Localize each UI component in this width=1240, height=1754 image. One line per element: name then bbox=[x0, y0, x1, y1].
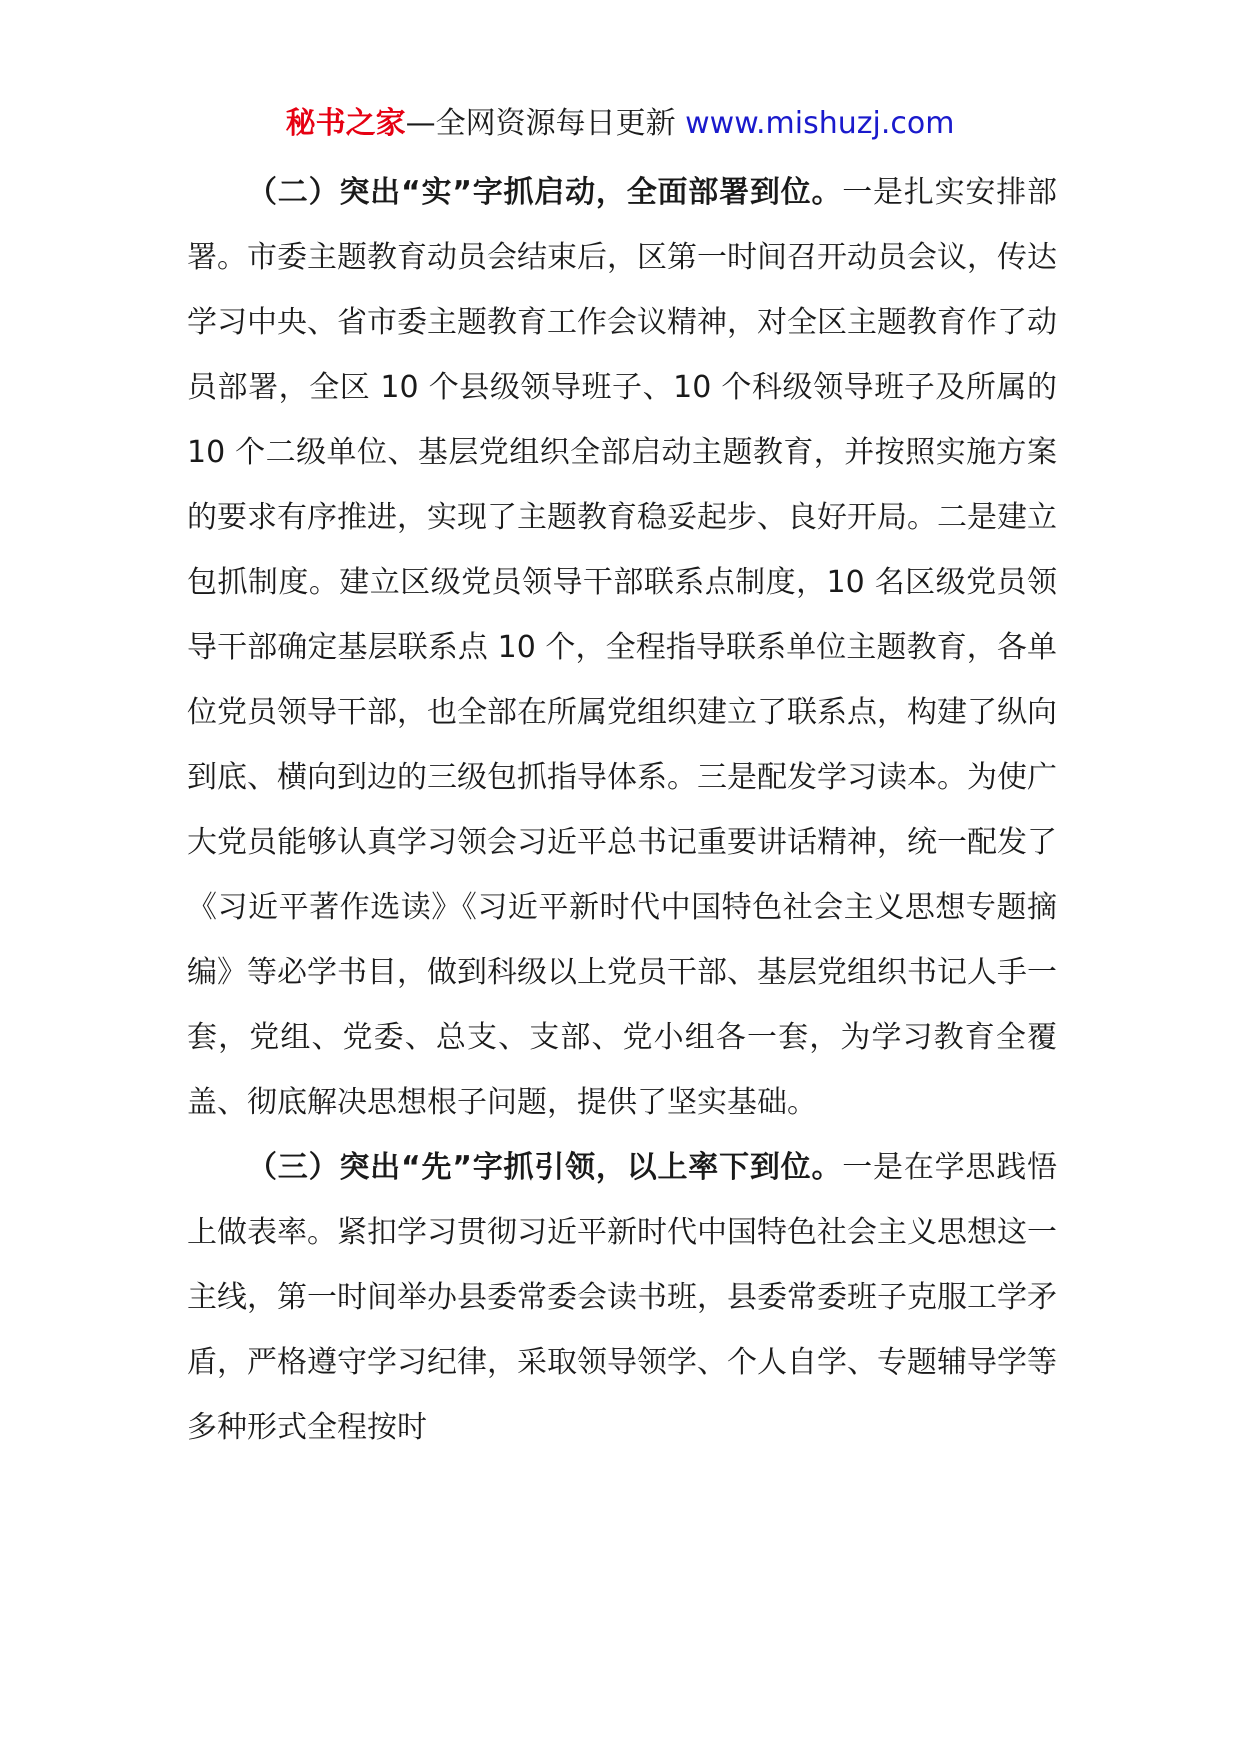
paragraph-3-text: 一是在学思践悟上做表率。紧扣学习贯彻习近平新时代中国特色社会主义思想这一主线，第一时间举办县委常委会读书班，县委常委班子克服工学矛盾，严格遵守学习纪律，采取领导领学、个人自学、专题辅导学等多种形式全程按时 bbox=[187, 1150, 1058, 1445]
header-tagline: —全网资源每日更新 bbox=[405, 106, 686, 141]
paragraph-2-text: 一是扎实安排部署。市委主题教育动员会结束后，区第一时间召开动员会议，传达学习中央、省市委主题教育工作会议精神，对全区主题教育作了动员部署，全区 10 个县级领导班子、10 个科级领导班子及所属的 10 个二级单位、基层党组织全部启动主题教育，并按照实施方案的要求有序推进，实现了主题教育稳妥起步、良好开局。二是建立包抓制度。建立区级党员领导干部联系点制度，10 名区级党员领导干部确定基层联系点 10 个，全程指导联系单位主题教育，各单位党员领导干部，也全部在所属党组织建立了联系点，构建了纵向到底、横向到边的三级包抓指导体系。三是配发学习读本。为使广大党员能够认真学习领会习近平总书记重要讲话精神，统一配发了《习近平著作选读》《习近平新时代中国特色社会主义思想专题摘编》等必学书目，做到科级以上党员干部、基层党组织书记人手一套，党组、党委、总支、支部、党小组各一套，为学习教育全覆盖、彻底解决思想根子问题，提供了坚实基础。 bbox=[187, 175, 1058, 1120]
paragraph-2 bbox=[187, 160, 1057, 1135]
paragraph-2-heading: （二）突出“实”字抓启动，全面部署到位。 bbox=[247, 175, 843, 210]
paragraph-3-heading: （三）突出“先”字抓引领，以上率下到位。 bbox=[247, 1150, 843, 1185]
site-header bbox=[0, 104, 1240, 144]
brand-name: 秘书之家 bbox=[285, 106, 406, 141]
document-body bbox=[187, 160, 1057, 1460]
paragraph-3 bbox=[187, 1135, 1057, 1460]
site-url-link[interactable]: www.mishuzj.com bbox=[685, 106, 955, 141]
